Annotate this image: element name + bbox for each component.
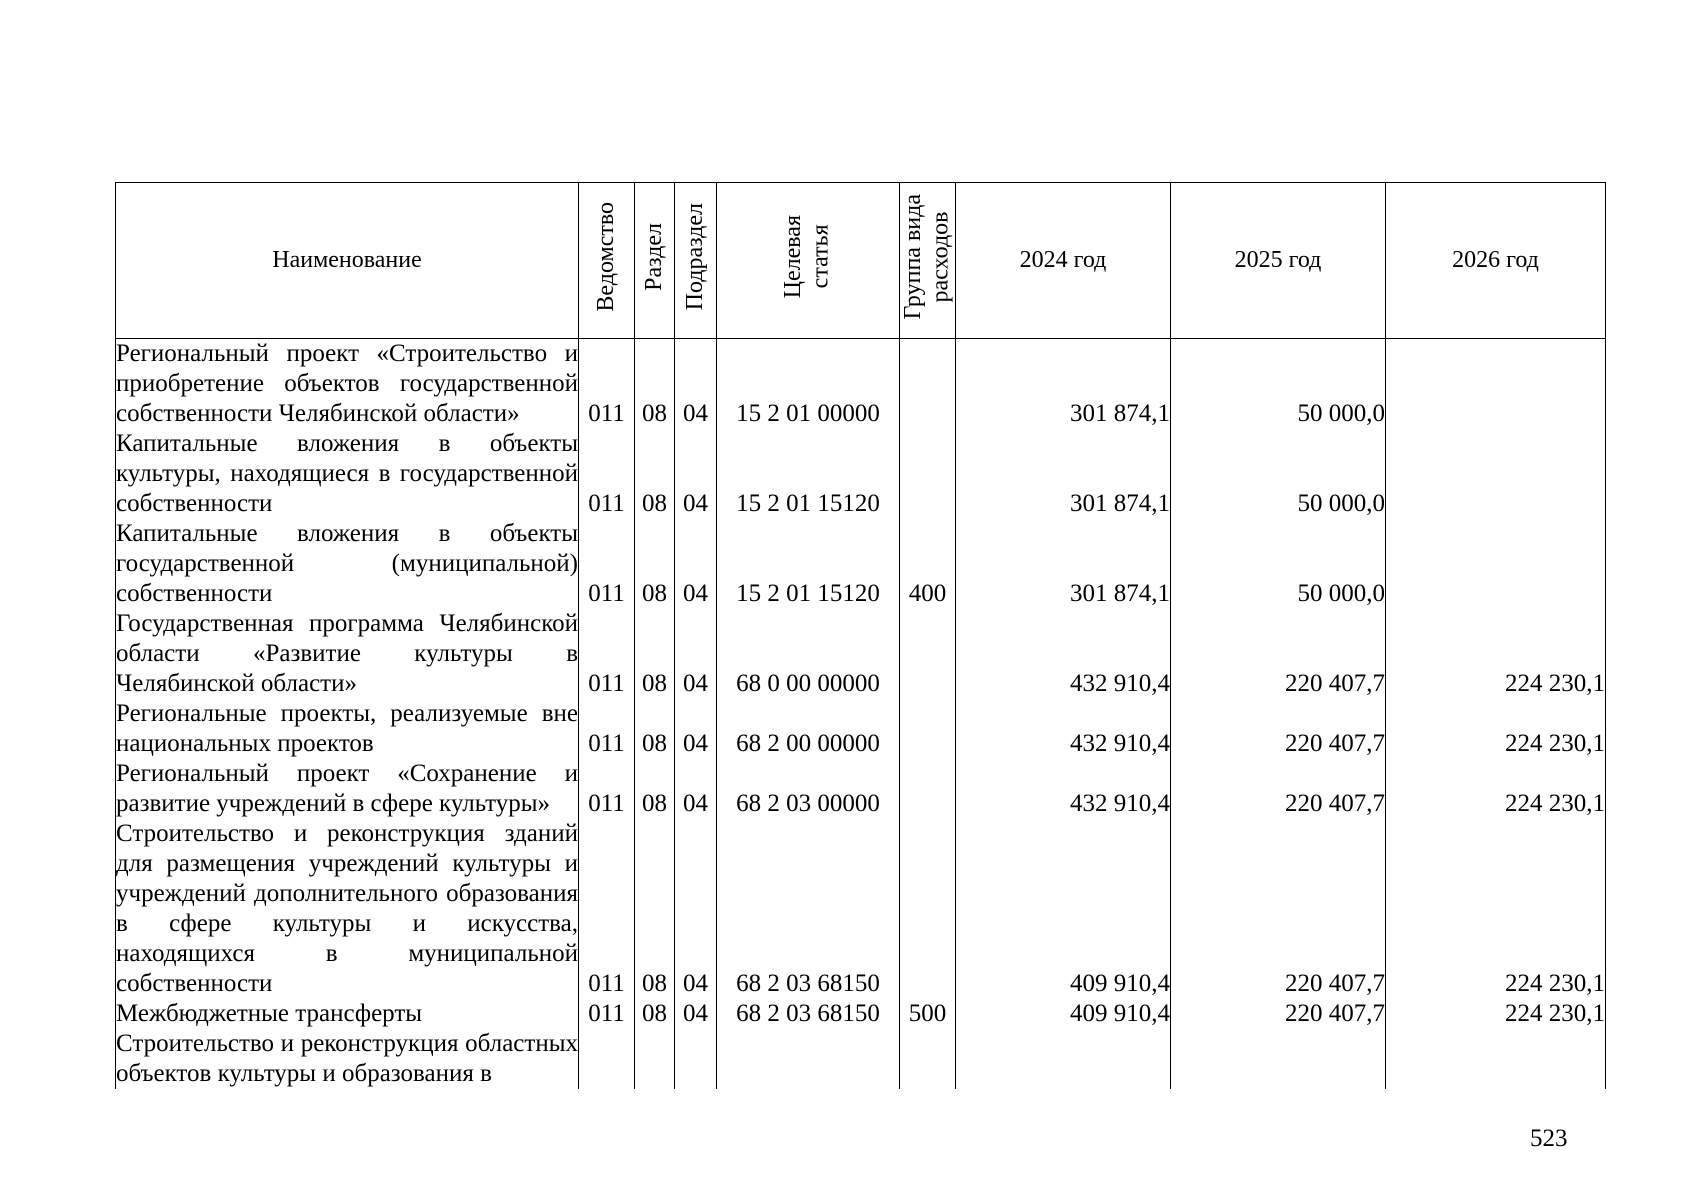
- row-name: Региональные проекты, реализуемые вне национальных проектов: [116, 700, 578, 757]
- row-razdel: 08: [635, 519, 675, 609]
- row-group: [900, 429, 956, 519]
- row-2025: 220 407,7: [1171, 819, 1386, 999]
- row-2026: [1386, 519, 1606, 609]
- row-2024: 432 910,4: [956, 609, 1171, 699]
- row-2026: 224 230,1: [1386, 609, 1606, 699]
- row-razdel: 08: [635, 999, 675, 1029]
- row-razdel: 08: [635, 819, 675, 999]
- header-name: Наименование: [116, 183, 579, 339]
- row-vedomstvo: [579, 1029, 635, 1089]
- row-target: 15 2 01 15120: [717, 519, 900, 609]
- row-2026: 224 230,1: [1386, 699, 1606, 759]
- row-podrazdel: 04: [675, 819, 717, 999]
- row-2025: 220 407,7: [1171, 609, 1386, 699]
- row-vedomstvo: 011: [579, 999, 635, 1029]
- row-vedomstvo: 011: [579, 699, 635, 759]
- row-target: 68 2 03 00000: [717, 759, 900, 819]
- row-target: 68 2 03 68150: [717, 819, 900, 999]
- row-2026: 224 230,1: [1386, 819, 1606, 999]
- header-vedomstvo: Ведомство: [579, 183, 635, 339]
- row-2025: 220 407,7: [1171, 999, 1386, 1029]
- row-razdel: 08: [635, 339, 675, 430]
- row-vedomstvo: 011: [579, 429, 635, 519]
- table-header-row: [116, 183, 1606, 339]
- header-2026: 2026 год: [1386, 183, 1606, 339]
- row-2025: 220 407,7: [1171, 759, 1386, 819]
- budget-table: [115, 182, 1606, 1089]
- table-row: [116, 699, 1606, 759]
- header-target: Целевая статья: [717, 183, 900, 339]
- row-vedomstvo: 011: [579, 609, 635, 699]
- row-2024: 409 910,4: [956, 999, 1171, 1029]
- row-podrazdel: 04: [675, 339, 717, 430]
- row-name: Региональный проект «Строительство и приобретение объектов государственной собственности Челябинской области»: [116, 340, 578, 427]
- row-group: 500: [900, 999, 956, 1029]
- row-2024: [956, 1029, 1171, 1089]
- row-target: 68 0 00 00000: [717, 609, 900, 699]
- table-row: [116, 759, 1606, 819]
- row-vedomstvo: 011: [579, 759, 635, 819]
- row-podrazdel: 04: [675, 759, 717, 819]
- row-2026: [1386, 429, 1606, 519]
- row-podrazdel: [675, 1029, 717, 1089]
- row-2025: 220 407,7: [1171, 699, 1386, 759]
- row-2024: 301 874,1: [956, 519, 1171, 609]
- row-2024: 432 910,4: [956, 699, 1171, 759]
- row-razdel: 08: [635, 759, 675, 819]
- row-target: 15 2 01 15120: [717, 429, 900, 519]
- row-podrazdel: 04: [675, 429, 717, 519]
- row-2024: 432 910,4: [956, 759, 1171, 819]
- row-group: [900, 699, 956, 759]
- table-row: [116, 999, 1606, 1029]
- row-target: 68 2 03 68150: [717, 999, 900, 1029]
- row-2026: [1386, 1029, 1606, 1089]
- row-group: [900, 339, 956, 430]
- row-podrazdel: 04: [675, 999, 717, 1029]
- table-row: [116, 609, 1606, 699]
- header-2024: 2024 год: [956, 183, 1171, 339]
- table-row: [116, 429, 1606, 519]
- row-group: [900, 609, 956, 699]
- row-group: [900, 759, 956, 819]
- table-row: [116, 339, 1606, 430]
- row-target: [717, 1029, 900, 1089]
- row-2026: 224 230,1: [1386, 999, 1606, 1029]
- header-2025: 2025 год: [1171, 183, 1386, 339]
- row-name: Строительство и реконструкция областных объектов культуры и образования в: [116, 1030, 578, 1087]
- row-vedomstvo: 011: [579, 819, 635, 999]
- row-2024: 301 874,1: [956, 429, 1171, 519]
- row-name: Государственная программа Челябинской области «Развитие культуры в Челябинской области»: [116, 610, 578, 697]
- row-target: 15 2 01 00000: [717, 339, 900, 430]
- row-2025: 50 000,0: [1171, 429, 1386, 519]
- row-2025: 50 000,0: [1171, 519, 1386, 609]
- row-name: Капитальные вложения в объекты культуры, находящиеся в государственной собственности: [116, 430, 578, 517]
- row-target: 68 2 00 00000: [717, 699, 900, 759]
- row-2025: 50 000,0: [1171, 339, 1386, 430]
- row-razdel: 08: [635, 429, 675, 519]
- row-vedomstvo: 011: [579, 339, 635, 430]
- row-name: Межбюджетные трансферты: [116, 999, 579, 1029]
- row-2025: [1171, 1029, 1386, 1089]
- row-podrazdel: 04: [675, 699, 717, 759]
- row-podrazdel: 04: [675, 609, 717, 699]
- row-razdel: [635, 1029, 675, 1089]
- table-row: [116, 819, 1606, 999]
- row-razdel: 08: [635, 699, 675, 759]
- row-group: [900, 1029, 956, 1089]
- row-2026: [1386, 339, 1606, 430]
- row-group: 400: [900, 519, 956, 609]
- page-number: 523: [1530, 1125, 1568, 1152]
- header-razdel: Раздел: [635, 183, 675, 339]
- row-name: Региональный проект «Сохранение и развитие учреждений в сфере культуры»: [116, 760, 578, 817]
- row-2024: 301 874,1: [956, 339, 1171, 430]
- table-row: [116, 1029, 1606, 1089]
- row-name: Строительство и реконструкция зданий для размещения учреждений культуры и учреждений дополнительного образования в сфере культуры и искусства, находящихся в муниципальной собственности: [116, 820, 578, 997]
- row-name: Капитальные вложения в объекты государственной (муниципальной) собственности: [116, 520, 578, 607]
- header-group: Группа вида расходов: [900, 183, 956, 339]
- row-group: [900, 819, 956, 999]
- row-2024: 409 910,4: [956, 819, 1171, 999]
- row-vedomstvo: 011: [579, 519, 635, 609]
- row-razdel: 08: [635, 609, 675, 699]
- row-podrazdel: 04: [675, 519, 717, 609]
- table-row: [116, 519, 1606, 609]
- header-podrazdel: Подраздел: [675, 183, 717, 339]
- row-2026: 224 230,1: [1386, 759, 1606, 819]
